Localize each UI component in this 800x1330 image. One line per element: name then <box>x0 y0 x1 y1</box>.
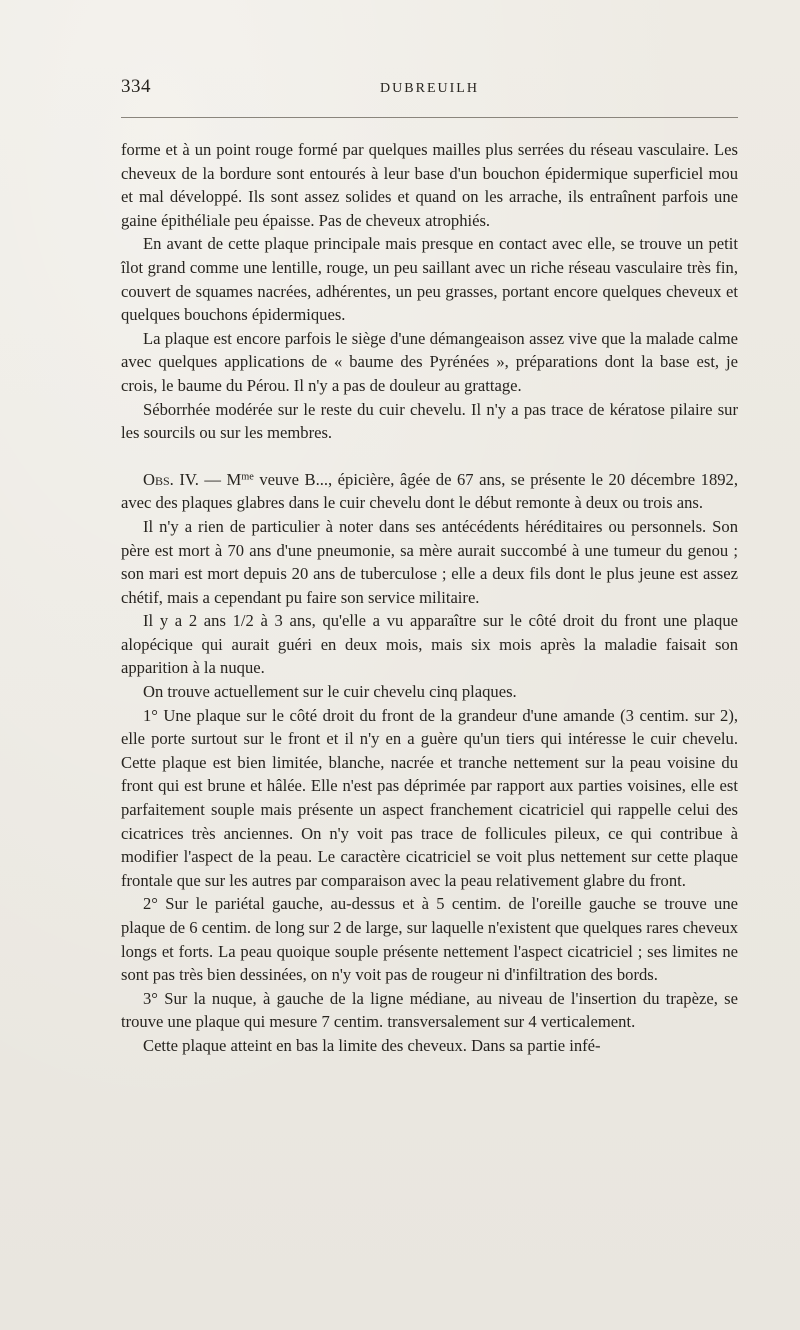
title-superscript: me <box>241 471 254 483</box>
paragraph: La plaque est encore parfois le siège d'une démangeaison assez vive que la malade calme avec quelques applications de « baume des Pyrénées », préparations dont la base est, je crois, le baume du Pérou. Il n'y a pas de douleur au grattage. <box>121 328 738 395</box>
body-text <box>121 138 738 1058</box>
observation-intro: veuve B..., épicière, âgée de 67 ans, se présente le 20 décembre 1892, avec des plaques glabres dans le cuir chevelu dont le début remonte à deux ou trois ans. <box>121 469 738 513</box>
paragraph: Il y a 2 ans 1/2 à 3 ans, qu'elle a vu apparaître sur le côté droit du front une plaque alopécique qui aurait guéri en deux mois, mais six mois après la maladie faisait son apparition à la nuque. <box>121 611 738 678</box>
paragraph: Il n'y a rien de particulier à noter dans ses antécédents héréditaires ou personnels. Son père est mort à 70 ans d'une pneumonie, sa mère aurait succombé à une tumeur du genou ; son mari est mort depuis 20 ans de tuberculose ; elle a deux fils dont le plus jeune est assez chétif, mais a cependant pu faire son service militaire. <box>121 516 738 607</box>
paragraph: forme et à un point rouge formé par quelques mailles plus serrées du réseau vasculaire. Les cheveux de la bordure sont entourés à leur base d'un bouchon épidermique superficiel mou et mal développé. Ils sont assez solides et quand on les arrache, ils entraînent parfois une gaine épithéliale peu épaisse. Pas de cheveux atrophiés. <box>121 140 738 230</box>
header-rule <box>121 117 738 118</box>
paragraph: 3° Sur la nuque, à gauche de la ligne médiane, au niveau de l'insertion du trapèze, se trouve une plaque qui mesure 7 centim. transversalement sur 4 verticalement. <box>121 988 738 1032</box>
observation-label: Obs. IV. <box>143 469 199 489</box>
paragraph: On trouve actuellement sur le cuir chevelu cinq plaques. <box>143 682 517 702</box>
paragraph: Cette plaque atteint en bas la limite des cheveux. Dans sa partie infé- <box>143 1035 601 1055</box>
observation-dash: — M <box>198 469 242 489</box>
page-header <box>121 76 738 106</box>
paragraph: Séborrhée modérée sur le reste du cuir chevelu. Il n'y a pas trace de kératose pilaire sur les sourcils ou sur les membres. <box>121 399 738 443</box>
running-head: DUBREUILH <box>380 81 479 96</box>
page-number: 334 <box>121 76 151 97</box>
observation-paragraph <box>121 468 738 515</box>
paragraph: En avant de cette plaque principale mais presque en contact avec elle, se trouve un petit îlot grand comme une lentille, rouge, un peu saillant avec un riche réseau vasculaire très fin, couvert de squames nacrées, adhérentes, un peu grasses, portant encore quelques cheveux et quelques bouchons épidermiques. <box>121 234 738 325</box>
paragraph: 2° Sur le pariétal gauche, au-dessus et à 5 centim. de l'oreille gauche se trouve une plaque de 6 centim. de long sur 2 de large, sur laquelle n'existent que quelques rares cheveux longs et forts. La peau quoique souple présente nettement l'aspect cicatriciel ; ses limites ne sont pas très bien dessinées, on n'y voit pas de rougeur ni d'infiltration des bords. <box>121 894 738 985</box>
paragraph: 1° Une plaque sur le côté droit du front de la grandeur d'une amande (3 centim. sur 2), elle porte surtout sur le front et il n'y en a guère qu'un tiers qui intéresse le cuir chevelu. Cette plaque est bien limitée, blanche, nacrée et tranche nettement sur la peau voisine du front qui est brune et hâlée. Elle n'est pas déprimée par rapport aux parties voisines, elle est parfaitement souple mais présente un aspect franchement cicatriciel qui rappelle celui des cicatrices très anciennes. On n'y voit pas trace de follicules pileux, ce qui contribue à modifier l'aspect de la peau. Le caractère cicatriciel se voit plus nettement sur cette plaque frontale que sur les autres par comparaison avec la peau relativement glabre du front. <box>121 705 738 890</box>
